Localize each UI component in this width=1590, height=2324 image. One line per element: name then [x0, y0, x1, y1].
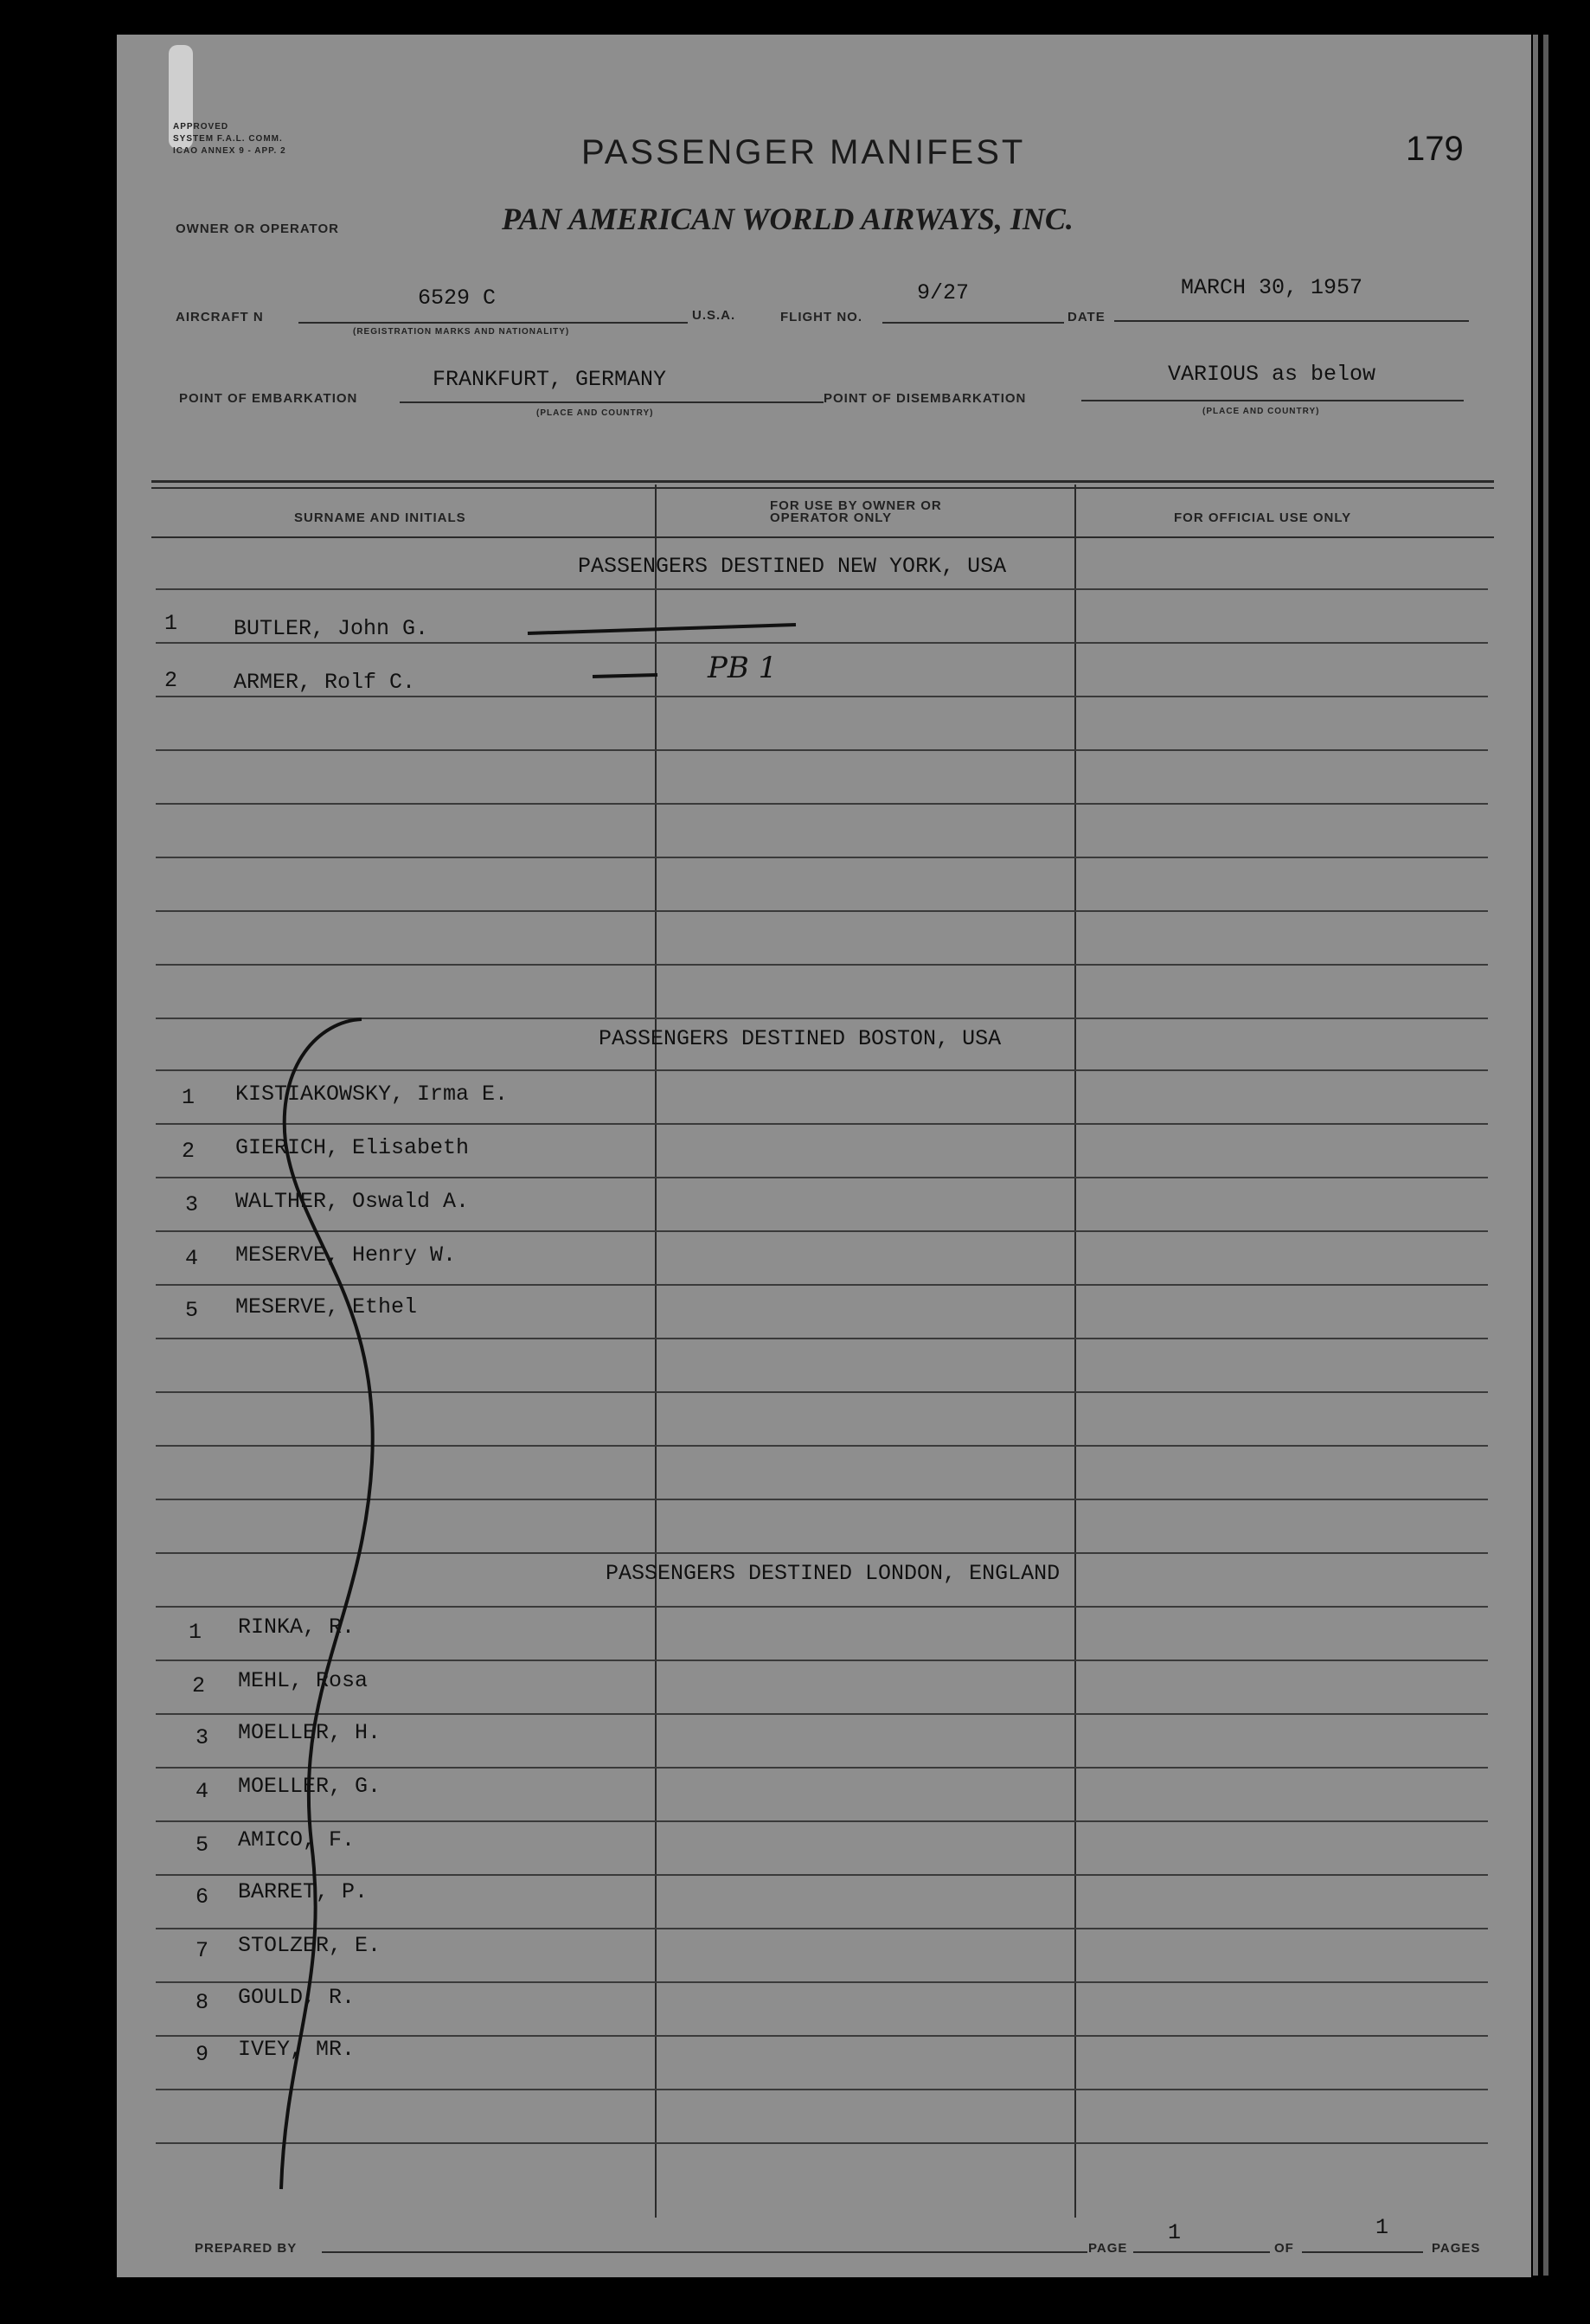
date-label: DATE — [1067, 310, 1106, 324]
passenger-number: 3 — [196, 1725, 209, 1750]
aircraft-value: 6529 C — [418, 286, 497, 311]
passenger-name: WALTHER, Oswald A. — [235, 1189, 470, 1214]
passenger-number: 5 — [196, 1833, 209, 1858]
passenger-name: GIERICH, Elisabeth — [235, 1135, 470, 1160]
column-header-surname: SURNAME AND INITIALS — [294, 510, 466, 525]
ruled-line — [156, 749, 1488, 751]
passenger-name: STOLZER, E. — [238, 1933, 381, 1958]
ruled-line — [156, 910, 1488, 912]
passenger-name: AMICO, F. — [238, 1827, 356, 1852]
passenger-name: MOELLER, H. — [238, 1720, 381, 1745]
passenger-number: 9 — [196, 2042, 209, 2067]
owner-name: PAN AMERICAN WORLD AIRWAYS, INC. — [502, 202, 1074, 236]
ruled-line — [156, 857, 1488, 858]
passenger-number: 5 — [185, 1298, 199, 1323]
sheet-edge — [1533, 35, 1538, 2276]
page-underline — [1133, 2251, 1270, 2253]
passenger-name: BUTLER, John G. — [234, 616, 429, 641]
embarkation-underline — [400, 401, 824, 403]
passenger-name: MEHL, Rosa — [238, 1668, 369, 1693]
owner-label: OWNER OR OPERATOR — [176, 221, 339, 236]
handwritten-annotation: PB 1 — [708, 651, 778, 685]
passenger-name: GOULD, R. — [238, 1985, 356, 2010]
passenger-number: 4 — [185, 1246, 199, 1271]
aircraft-label: AIRCRAFT N — [176, 310, 264, 324]
embarkation-caption: (PLACE AND COUNTRY) — [536, 408, 654, 418]
passenger-name: ARMER, Rolf C. — [234, 670, 416, 695]
column-divider — [655, 485, 657, 2218]
disembarkation-value: VARIOUS as below — [1168, 362, 1376, 387]
ruled-line — [156, 964, 1488, 966]
pages-value: 1 — [1375, 2215, 1389, 2240]
column-header-official-use: FOR OFFICIAL USE ONLY — [1174, 510, 1352, 525]
flight-underline — [882, 322, 1064, 324]
passenger-number: 1 — [189, 1620, 202, 1645]
disembarkation-underline — [1081, 400, 1464, 401]
date-value: MARCH 30, 1957 — [1181, 275, 1363, 300]
page-value: 1 — [1168, 2220, 1182, 2245]
passenger-number: 4 — [196, 1779, 209, 1804]
approval-line: APPROVED — [173, 122, 229, 132]
disembarkation-caption: (PLACE AND COUNTRY) — [1202, 407, 1320, 416]
ruled-line — [156, 588, 1488, 590]
passenger-name: IVEY, MR. — [238, 2037, 356, 2062]
passenger-name: MESERVE, Henry W. — [235, 1242, 457, 1268]
flight-label: FLIGHT NO. — [780, 310, 862, 324]
passenger-number: 2 — [182, 1139, 196, 1164]
column-divider — [1074, 485, 1076, 2218]
embarkation-value: FRANKFURT, GERMANY — [433, 367, 667, 392]
prepared-by-label: PREPARED BY — [195, 2241, 298, 2256]
header-bottom-rule — [151, 536, 1494, 538]
table-top-rule — [151, 487, 1494, 489]
handwritten-strike-lines — [519, 597, 848, 709]
passenger-number: 8 — [196, 1990, 209, 2015]
approval-line: ICAO ANNEX 9 - APP. 2 — [173, 146, 286, 156]
passenger-number: 1 — [182, 1085, 196, 1110]
passenger-name: KISTIAKOWSKY, Irma E. — [235, 1082, 509, 1107]
disembarkation-label: POINT OF DISEMBARKATION — [824, 391, 1027, 406]
sheet-edge — [1543, 35, 1548, 2276]
manifest-title: PASSENGER MANIFEST — [581, 133, 1026, 171]
group-heading-boston: PASSENGERS DESTINED BOSTON, USA — [599, 1026, 1002, 1051]
embarkation-label: POINT OF EMBARKATION — [179, 391, 358, 406]
passenger-number: 3 — [185, 1192, 199, 1217]
approval-block — [173, 121, 286, 157]
approval-line: SYSTEM F.A.L. COMM. — [173, 134, 283, 144]
group-heading-london: PASSENGERS DESTINED LONDON, ENGLAND — [606, 1561, 1061, 1586]
passenger-number: 1 — [164, 611, 178, 636]
pages-label: PAGES — [1432, 2241, 1481, 2256]
prepared-by-underline — [322, 2251, 1087, 2253]
passenger-name: RINKA, R. — [238, 1615, 356, 1640]
column-header-owner-use: FOR USE BY OWNER OR OPERATOR ONLY — [770, 498, 942, 525]
aircraft-caption: (REGISTRATION MARKS AND NATIONALITY) — [353, 327, 570, 337]
date-underline — [1114, 320, 1469, 322]
flight-value: 9/27 — [917, 280, 970, 305]
passenger-name: MESERVE, Ethel — [235, 1294, 418, 1319]
passenger-name: MOELLER, G. — [238, 1774, 381, 1799]
passenger-name: BARRET, P. — [238, 1879, 369, 1904]
usa-label: U.S.A. — [692, 308, 736, 323]
passenger-number: 2 — [164, 668, 178, 693]
group-heading-new-york: PASSENGERS DESTINED NEW YORK, USA — [578, 554, 1007, 579]
of-underline — [1302, 2251, 1423, 2253]
page-label: PAGE — [1088, 2241, 1128, 2256]
ruled-line — [156, 803, 1488, 805]
passenger-number: 2 — [192, 1673, 206, 1698]
handwritten-squiggle-line — [260, 1012, 415, 2198]
page-stamp-number: 179 — [1406, 130, 1464, 168]
of-label: OF — [1274, 2241, 1294, 2256]
table-top-rule — [151, 480, 1494, 483]
passenger-number: 6 — [196, 1884, 209, 1910]
aircraft-underline — [298, 322, 688, 324]
passenger-number: 7 — [196, 1938, 209, 1963]
